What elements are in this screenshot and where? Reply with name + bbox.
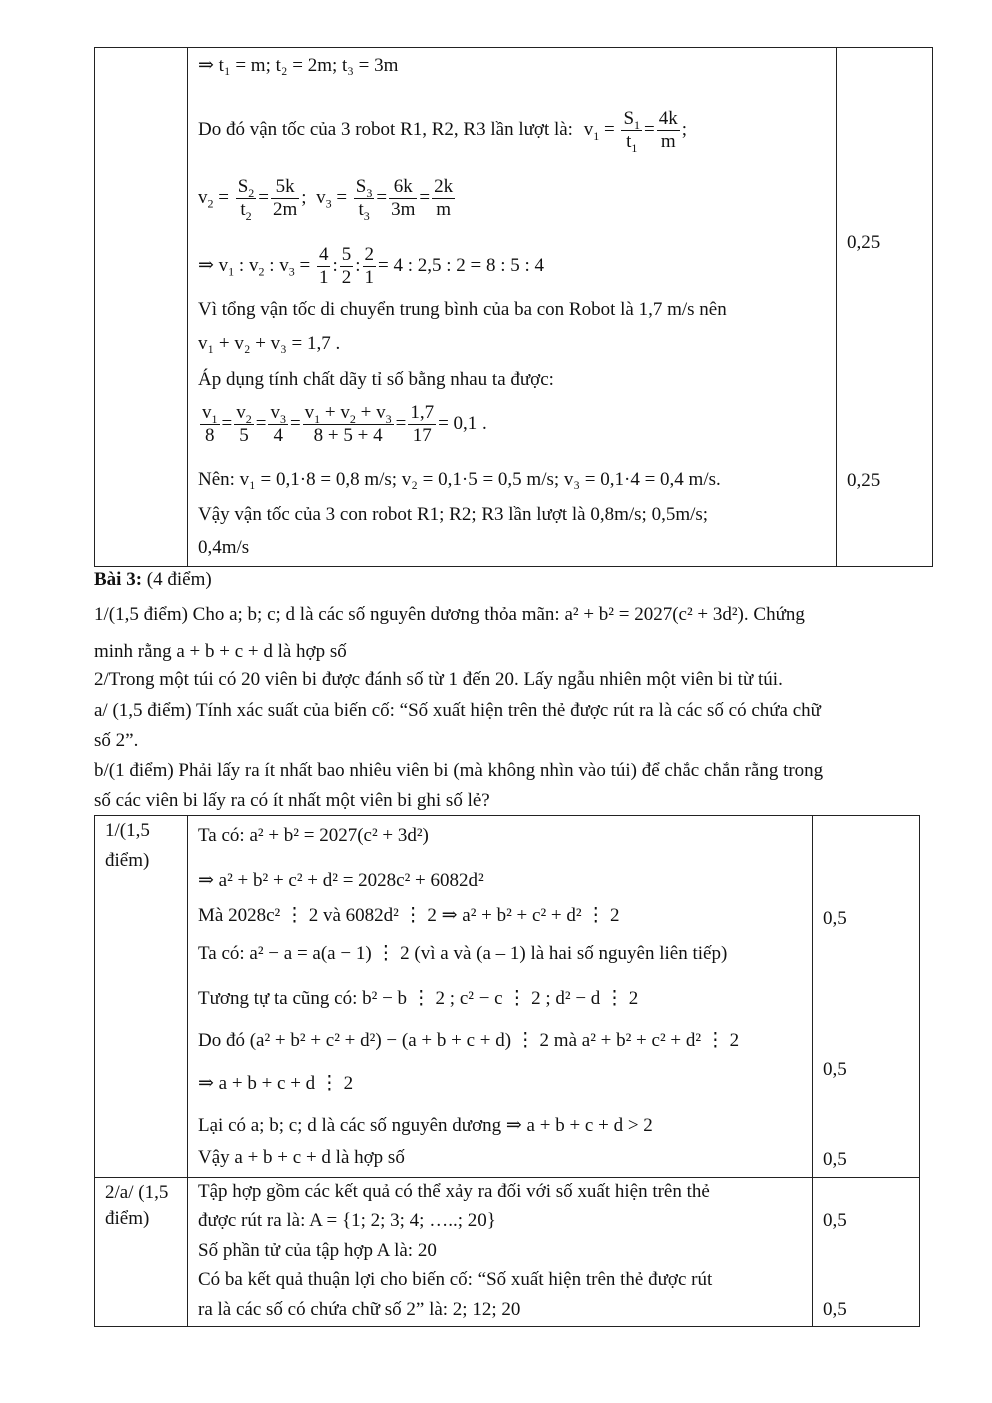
problem-part1-cont — [94, 640, 347, 664]
line-velocity-intro: Do đó vận tốc của 3 robot R1, R2, R3 lần lượt là: $v_1$ = $\frac{S_1}{t_1}$ = $\frac{4k}{m}$ ; — [198, 108, 688, 155]
label-cell-empty — [95, 48, 188, 567]
row2-score-2: 0,5 — [823, 1299, 847, 1320]
row1-line-6: Do đó (a² + b² + c² + d²) − (a + b + c + d) ⋮ 2 mà a² + b² + c² + d² ⋮ 2 — [198, 1030, 740, 1051]
row1-label-cell — [95, 816, 188, 1178]
score-1: 0,25 — [847, 232, 881, 253]
line-proportion: $\frac{v_1}{8}$ = $\frac{v_2}{5}$ = $\frac{v_3}{4}$ = $\frac{v_1 + v_2 + v_3}{8 + 5 + 4}$ = $\frac{1,7}{17}$ = 0,1 . — [202, 402, 487, 446]
score-cell — [837, 48, 933, 567]
line-ratio: ⇒ $v_1$ : $v_2$ : $v_3$ = $\frac{4}{1}$ : $\frac{5}{2}$ : $\frac{2}{1}$ = 4 : 2,5 : 2 = 8 : 5 : 4 — [198, 244, 545, 288]
row1-score-2: 0,5 — [823, 1059, 847, 1080]
line-conclusion-1: Vậy vận tốc của 3 con robot R1; R2; R3 lần lượt là 0,8m/s; 0,5m/s; — [198, 504, 709, 525]
row2-line-5: ra là các số có chứa chữ số 2” là: 2; 12; 20 — [198, 1299, 521, 1320]
line-property: Áp dụng tính chất dãy tỉ số bằng nhau ta được: — [198, 369, 554, 390]
row1-label-2: điểm) — [105, 850, 150, 871]
problem-part2b-2: số các viên bi lấy ra có ít nhất một viên bi ghi số lẻ? — [94, 790, 490, 811]
row1-line-8: Lại có a; b; c; d là các số nguyên dương ⇒ a + b + c + d > 2 — [198, 1115, 653, 1136]
row1-line-9-post: là hợp số — [335, 1147, 405, 1168]
row2-line-4: Có ba kết quả thuận lợi cho biến cố: “Số xuất hiện trên thẻ được rút — [198, 1269, 713, 1290]
row2-line-3: Số phần tử của tập hợp A là: 20 — [198, 1240, 437, 1261]
row2-solution-cell — [188, 1178, 813, 1327]
row1-line-1 — [198, 824, 429, 848]
line-sum-intro: Vì tổng vận tốc di chuyển trung bình của ba con Robot là 1,7 m/s nên — [198, 299, 727, 320]
row1-line-1-eq: a² + b² = 2027(c² + 3d²) — [249, 825, 429, 846]
solution-cell — [188, 48, 837, 567]
row1-line-1-pre: Ta có: — [198, 825, 245, 846]
problem-part2b-1: b/(1 điểm) Phải lấy ra ít nhất bao nhiêu viên bi (mà không nhìn vào túi) để chắc chắn rằng trong — [94, 760, 824, 781]
row1-line-4: Ta có: a² − a = a(a − 1) ⋮ 2 (vì a và (a – 1) là hai số nguyên liên tiếp) — [198, 943, 728, 964]
row1-line-5: Tương tự ta cũng có: b² − b ⋮ 2 ; c² − c ⋮ 2 ; d² − d ⋮ 2 — [198, 988, 639, 1009]
row1-label-1: 1/(1,5 — [105, 820, 150, 841]
part1-cont-post: là hợp số — [277, 641, 347, 662]
row1-line-2: ⇒ a² + b² + c² + d² = 2028c² + 6082d² — [198, 870, 484, 891]
row2-score-cell — [813, 1178, 920, 1327]
row1-score-1: 0,5 — [823, 908, 847, 929]
problem-part2: 2/Trong một túi có 20 viên bi được đánh số từ 1 đến 20. Lấy ngẫu nhiên một viên bi từ túi. — [94, 669, 783, 690]
problem-points: (4 điểm) — [146, 569, 212, 590]
row2-label-1: 2/a/ (1,5 — [105, 1182, 169, 1203]
row2-label-2: điểm) — [105, 1208, 150, 1229]
problem-part2a-1: a/ (1,5 điểm) Tính xác suất của biến cố: “Số xuất hiện trên thẻ được rút ra là các số có chứa chữ — [94, 700, 821, 721]
line-times: ⇒ t₁ = m; t₂ = 2m; t₃ = 3m — [198, 55, 399, 76]
problem-part1 — [94, 603, 805, 627]
solution-table-top — [94, 47, 933, 567]
row1-solution-cell — [188, 816, 813, 1178]
line-results: Nên: v₁ = 0,1·8 = 0,8 m/s; v₂ = 0,1·5 = 0,5 m/s; v₃ = 0,1·4 = 0,4 m/s. — [198, 469, 721, 490]
row2-score-1: 0,5 — [823, 1210, 847, 1231]
row1-line-7: ⇒ a + b + c + d ⋮ 2 — [198, 1073, 354, 1094]
velocity-intro-text: Do đó vận tốc của 3 robot R1, R2, R3 lần lượt là: — [198, 118, 573, 140]
part1-text: 1/(1,5 điểm) Cho a; b; c; d là các số nguyên dương thỏa mãn: — [94, 604, 560, 625]
line-v2-v3: $v_2$ = $\frac{S_2}{t_2}$ = $\frac{5k}{2m}$ ; $v_3$ = $\frac{S_3}{t_3}$ = $\frac{6k}{3m}$ = $\frac{2k}{m}$ — [198, 176, 454, 223]
problem-part2a-2: số 2”. — [94, 730, 139, 751]
problem-heading — [94, 568, 212, 592]
part1-equation: a² + b² = 2027(c² + 3d²). — [564, 604, 749, 625]
score-2: 0,25 — [847, 470, 881, 491]
line-sum-eq: v₁ + v₂ + v₃ = 1,7 . — [198, 333, 341, 354]
row1-score-3: 0,5 — [823, 1149, 847, 1170]
row1-score-cell — [813, 816, 920, 1178]
row1-line-9-expr: a + b + c + d — [234, 1147, 331, 1168]
row2-line-2: được rút ra là: A = {1; 2; 3; 4; …..; 20} — [198, 1210, 496, 1231]
row1-line-9 — [198, 1146, 405, 1170]
row2-label-cell — [95, 1178, 188, 1327]
row1-line-9-pre: Vậy — [198, 1147, 230, 1168]
line-conclusion-2: 0,4m/s — [198, 537, 250, 558]
part1-cont-pre: minh rằng — [94, 641, 172, 662]
row1-line-3: Mà 2028c² ⋮ 2 và 6082d² ⋮ 2 ⇒ a² + b² + c² + d² ⋮ 2 — [198, 905, 620, 926]
row2-line-1: Tập hợp gồm các kết quả có thể xảy ra đối với số xuất hiện trên thẻ — [198, 1181, 710, 1202]
problem-title: Bài 3: — [94, 569, 143, 590]
part1-tail: Chứng — [753, 604, 805, 625]
part1-cont-expr: a + b + c + d — [176, 641, 273, 662]
solution-table-bottom — [94, 815, 920, 1327]
